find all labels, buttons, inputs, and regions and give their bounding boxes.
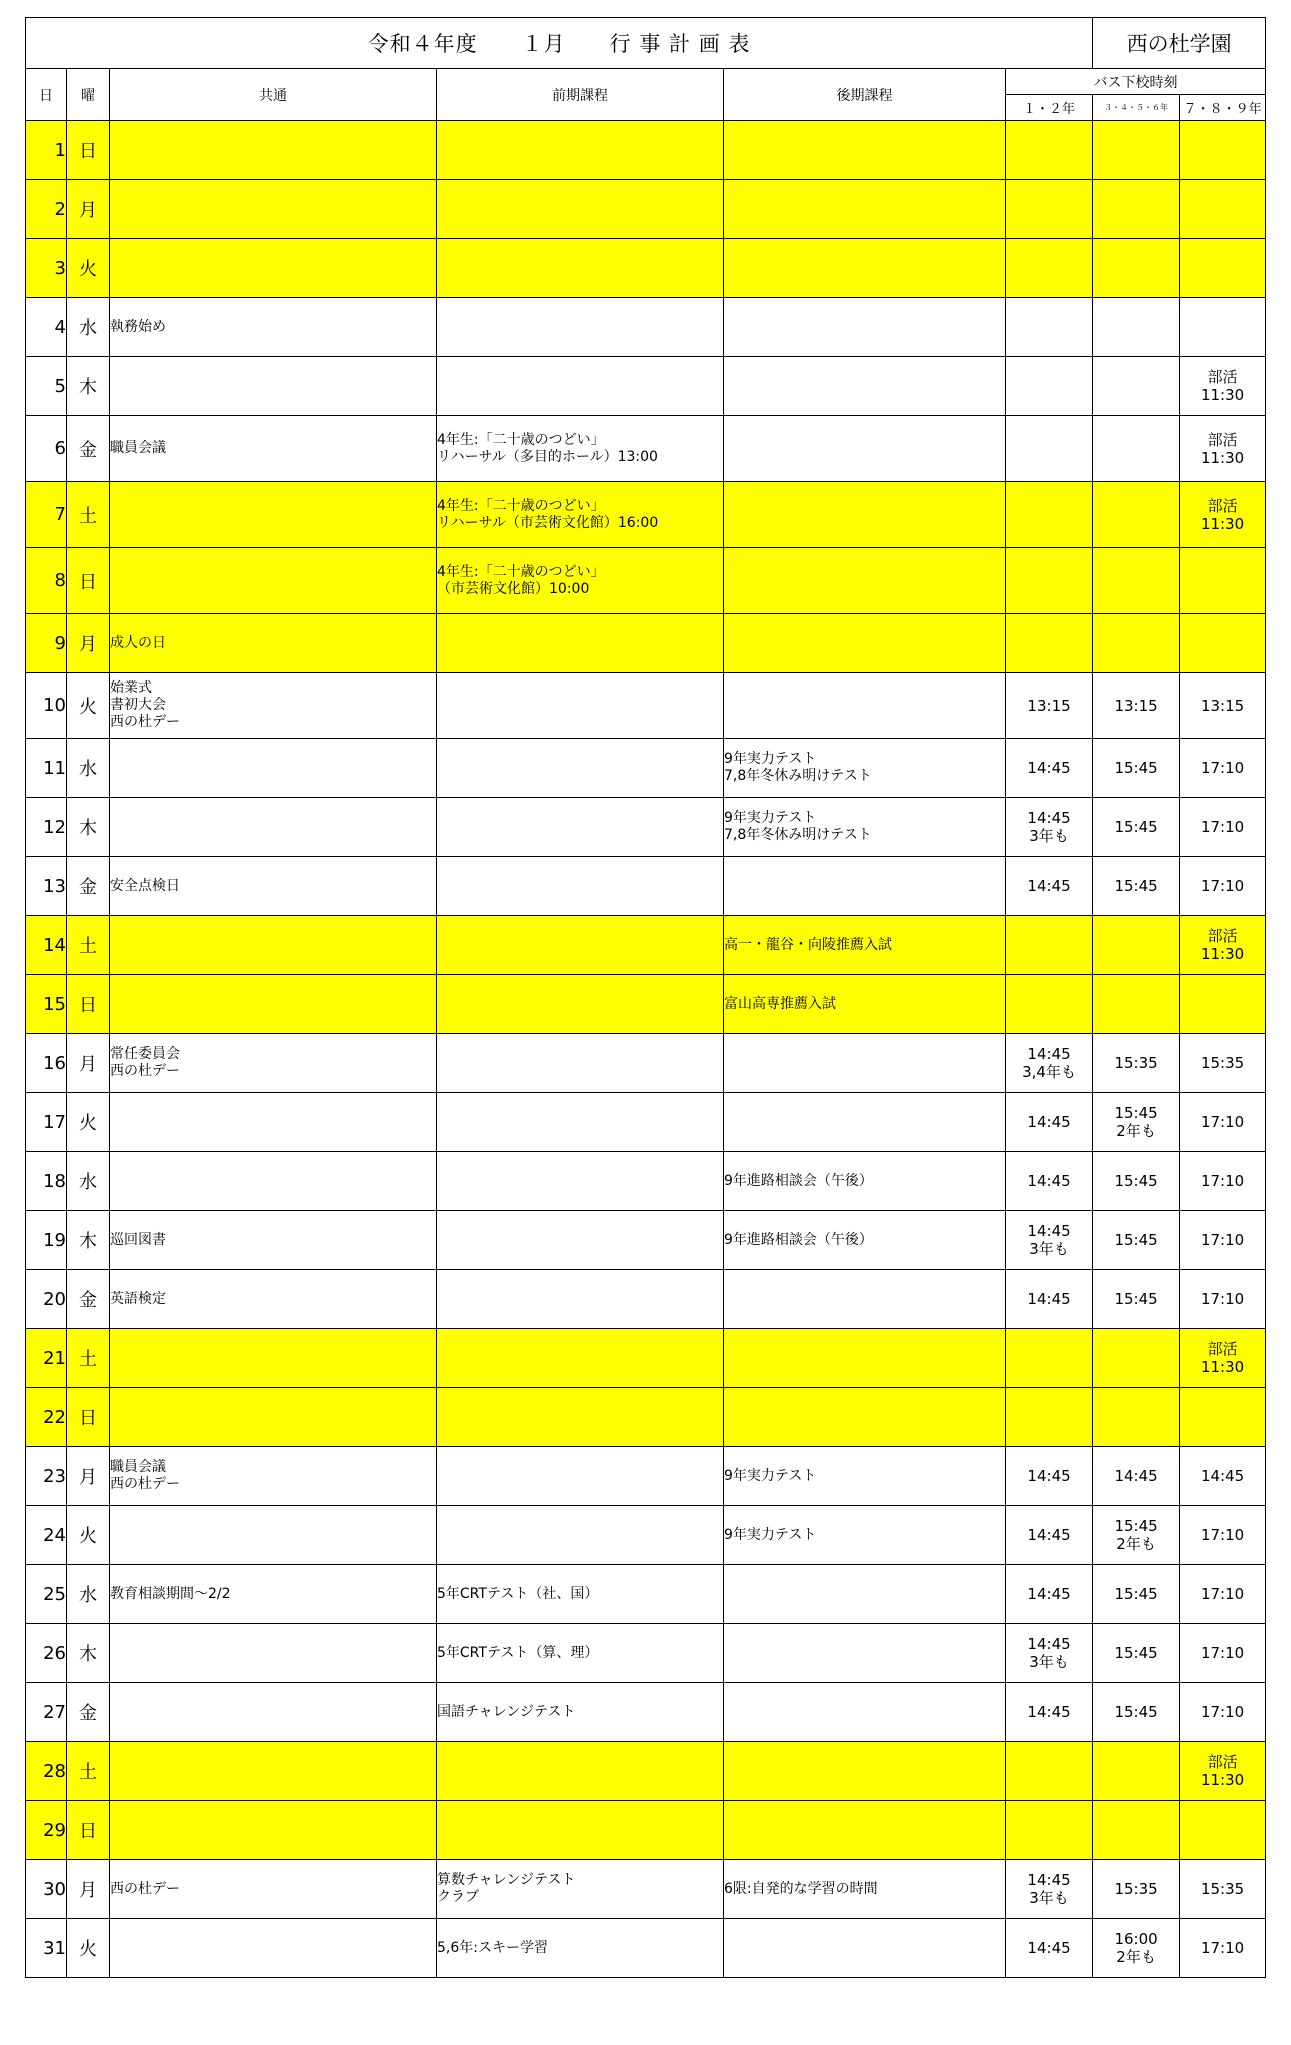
early-course-cell: 5,6年:スキー学習 (437, 1919, 724, 1978)
early-course-cell (437, 916, 724, 975)
common-event-cell (110, 1329, 437, 1388)
header-bus-g789: ７・８・９年 (1180, 95, 1266, 121)
late-course-cell: 9年実力テスト (724, 1506, 1006, 1565)
bus-time-g789: 部活 11:30 (1180, 1742, 1266, 1801)
early-course-cell (437, 1034, 724, 1093)
early-course-cell (437, 239, 724, 298)
weekday-cell: 土 (67, 482, 110, 548)
table-row (26, 1683, 1266, 1742)
late-course-cell (724, 1270, 1006, 1329)
bus-time-g3456: 15:45 2年も (1093, 1093, 1180, 1152)
weekday-cell: 木 (67, 357, 110, 416)
bus-time-g12: 14:45 3,4年も (1006, 1034, 1093, 1093)
late-course-cell (724, 1742, 1006, 1801)
bus-time-g3456: 15:35 (1093, 1860, 1180, 1919)
bus-time-g789 (1180, 975, 1266, 1034)
table-row (26, 298, 1266, 357)
day-number: 23 (26, 1447, 67, 1506)
common-event-cell (110, 1801, 437, 1860)
day-number: 1 (26, 121, 67, 180)
bus-time-g12: 14:45 (1006, 1565, 1093, 1624)
common-event-cell: 常任委員会 西の杜デー (110, 1034, 437, 1093)
bus-time-g12 (1006, 239, 1093, 298)
bus-time-g12: 14:45 (1006, 857, 1093, 916)
bus-time-g12: 14:45 (1006, 1506, 1093, 1565)
bus-time-g3456: 15:45 (1093, 1624, 1180, 1683)
bus-time-g3456: 15:45 (1093, 1270, 1180, 1329)
late-course-cell: 9年実力テスト 7,8年冬休み明けテスト (724, 798, 1006, 857)
early-course-cell (437, 1388, 724, 1447)
bus-time-g789: 17:10 (1180, 1683, 1266, 1742)
weekday-cell: 月 (67, 1034, 110, 1093)
schedule-sheet (25, 17, 1265, 1978)
day-number: 19 (26, 1211, 67, 1270)
early-course-cell (437, 121, 724, 180)
table-row (26, 1624, 1266, 1683)
bus-time-g789: 17:10 (1180, 1211, 1266, 1270)
late-course-cell: 9年進路相談会（午後） (724, 1152, 1006, 1211)
common-event-cell (110, 239, 437, 298)
bus-time-g789 (1180, 614, 1266, 673)
table-row (26, 357, 1266, 416)
weekday-cell: 土 (67, 1329, 110, 1388)
late-course-cell (724, 298, 1006, 357)
bus-time-g789: 部活 11:30 (1180, 916, 1266, 975)
bus-time-g3456: 14:45 (1093, 1447, 1180, 1506)
bus-time-g3456 (1093, 239, 1180, 298)
weekday-cell: 土 (67, 1742, 110, 1801)
early-course-cell (437, 1152, 724, 1211)
table-row (26, 121, 1266, 180)
weekday-cell: 火 (67, 673, 110, 739)
bus-time-g789: 15:35 (1180, 1860, 1266, 1919)
weekday-cell: 日 (67, 975, 110, 1034)
common-event-cell (110, 180, 437, 239)
day-number: 9 (26, 614, 67, 673)
bus-time-g12: 13:15 (1006, 673, 1093, 739)
bus-time-g789 (1180, 1801, 1266, 1860)
bus-time-g3456: 16:00 2年も (1093, 1919, 1180, 1978)
common-event-cell (110, 975, 437, 1034)
bus-time-g12 (1006, 975, 1093, 1034)
bus-time-g3456: 15:45 (1093, 857, 1180, 916)
weekday-cell: 水 (67, 1152, 110, 1211)
late-course-cell (724, 614, 1006, 673)
table-row (26, 739, 1266, 798)
bus-time-g12 (1006, 614, 1093, 673)
early-course-cell (437, 1093, 724, 1152)
bus-time-g789 (1180, 298, 1266, 357)
day-number: 20 (26, 1270, 67, 1329)
school-name: 西の杜学園 (1093, 18, 1266, 69)
day-number: 12 (26, 798, 67, 857)
bus-time-g12: 14:45 3年も (1006, 1860, 1093, 1919)
bus-time-g3456: 15:45 (1093, 1152, 1180, 1211)
bus-time-g3456 (1093, 416, 1180, 482)
common-event-cell (110, 1152, 437, 1211)
weekday-cell: 月 (67, 1447, 110, 1506)
common-event-cell: 西の杜デー (110, 1860, 437, 1919)
late-course-cell (724, 1683, 1006, 1742)
early-course-cell (437, 975, 724, 1034)
table-row (26, 1329, 1266, 1388)
bus-time-g12 (1006, 548, 1093, 614)
bus-time-g12: 14:45 (1006, 1270, 1093, 1329)
early-course-cell (437, 1211, 724, 1270)
common-event-cell (110, 798, 437, 857)
common-event-cell (110, 1742, 437, 1801)
table-row (26, 673, 1266, 739)
bus-time-g3456 (1093, 916, 1180, 975)
common-event-cell (110, 121, 437, 180)
table-row (26, 614, 1266, 673)
bus-time-g3456 (1093, 614, 1180, 673)
common-event-cell: 巡回図書 (110, 1211, 437, 1270)
day-number: 15 (26, 975, 67, 1034)
bus-time-g3456: 15:45 (1093, 1565, 1180, 1624)
bus-time-g3456 (1093, 1388, 1180, 1447)
common-event-cell (110, 1919, 437, 1978)
early-course-cell (437, 614, 724, 673)
day-number: 2 (26, 180, 67, 239)
weekday-cell: 火 (67, 1919, 110, 1978)
late-course-cell: 富山高専推薦入試 (724, 975, 1006, 1034)
bus-time-g789: 17:10 (1180, 1506, 1266, 1565)
bus-time-g789 (1180, 548, 1266, 614)
bus-time-g789 (1180, 239, 1266, 298)
day-number: 25 (26, 1565, 67, 1624)
common-event-cell (110, 1388, 437, 1447)
late-course-cell (724, 180, 1006, 239)
table-row (26, 916, 1266, 975)
early-course-cell: 5年CRTテスト（社、国） (437, 1565, 724, 1624)
bus-time-g3456: 15:45 (1093, 1683, 1180, 1742)
bus-time-g12: 14:45 (1006, 1683, 1093, 1742)
weekday-cell: 水 (67, 1565, 110, 1624)
bus-time-g12 (1006, 916, 1093, 975)
day-number: 7 (26, 482, 67, 548)
early-course-cell (437, 1447, 724, 1506)
day-number: 31 (26, 1919, 67, 1978)
weekday-cell: 火 (67, 1506, 110, 1565)
weekday-cell: 金 (67, 1683, 110, 1742)
day-number: 13 (26, 857, 67, 916)
day-number: 28 (26, 1742, 67, 1801)
bus-time-g12 (1006, 1388, 1093, 1447)
bus-time-g12 (1006, 1801, 1093, 1860)
bus-time-g3456 (1093, 298, 1180, 357)
bus-time-g789 (1180, 1388, 1266, 1447)
table-row (26, 416, 1266, 482)
bus-time-g3456 (1093, 357, 1180, 416)
table-row (26, 1565, 1266, 1624)
header-day: 日 (26, 69, 67, 121)
bus-time-g3456: 15:45 (1093, 739, 1180, 798)
day-number: 10 (26, 673, 67, 739)
common-event-cell (110, 739, 437, 798)
header-bus: バス下校時刻 (1006, 69, 1266, 95)
early-course-cell (437, 857, 724, 916)
weekday-cell: 月 (67, 614, 110, 673)
bus-time-g12: 14:45 3年も (1006, 1211, 1093, 1270)
table-row (26, 1506, 1266, 1565)
schedule-table (25, 17, 1266, 1978)
weekday-cell: 金 (67, 416, 110, 482)
early-course-cell (437, 1329, 724, 1388)
late-course-cell (724, 1565, 1006, 1624)
bus-time-g789: 17:10 (1180, 1565, 1266, 1624)
bus-time-g12: 14:45 3年も (1006, 1624, 1093, 1683)
early-course-cell: 5年CRTテスト（算、理） (437, 1624, 724, 1683)
bus-time-g3456 (1093, 1329, 1180, 1388)
late-course-cell (724, 548, 1006, 614)
early-course-cell (437, 298, 724, 357)
late-course-cell (724, 1329, 1006, 1388)
bus-time-g789: 17:10 (1180, 1093, 1266, 1152)
late-course-cell (724, 1919, 1006, 1978)
day-number: 29 (26, 1801, 67, 1860)
table-row (26, 482, 1266, 548)
day-number: 11 (26, 739, 67, 798)
late-course-cell: 9年実力テスト 7,8年冬休み明けテスト (724, 739, 1006, 798)
weekday-cell: 火 (67, 1093, 110, 1152)
day-number: 22 (26, 1388, 67, 1447)
early-course-cell: 算数チャレンジテスト クラブ (437, 1860, 724, 1919)
day-number: 8 (26, 548, 67, 614)
table-row (26, 975, 1266, 1034)
late-course-cell (724, 1801, 1006, 1860)
bus-time-g789: 部活 11:30 (1180, 357, 1266, 416)
header-early-course: 前期課程 (437, 69, 724, 121)
bus-time-g3456 (1093, 548, 1180, 614)
bus-time-g3456 (1093, 975, 1180, 1034)
table-row (26, 1388, 1266, 1447)
header-bus-g12: １・２年 (1006, 95, 1093, 121)
early-course-cell (437, 1270, 724, 1329)
bus-time-g789: 17:10 (1180, 798, 1266, 857)
weekday-cell: 月 (67, 180, 110, 239)
header-row (26, 69, 1266, 95)
bus-time-g3456 (1093, 482, 1180, 548)
early-course-cell (437, 798, 724, 857)
bus-time-g3456 (1093, 1801, 1180, 1860)
day-number: 17 (26, 1093, 67, 1152)
table-row (26, 857, 1266, 916)
bus-time-g789: 17:10 (1180, 1919, 1266, 1978)
bus-time-g3456 (1093, 1742, 1180, 1801)
early-course-cell (437, 673, 724, 739)
bus-time-g789: 部活 11:30 (1180, 482, 1266, 548)
weekday-cell: 水 (67, 298, 110, 357)
weekday-cell: 金 (67, 1270, 110, 1329)
table-row (26, 798, 1266, 857)
weekday-cell: 日 (67, 548, 110, 614)
bus-time-g789: 14:45 (1180, 1447, 1266, 1506)
common-event-cell: 安全点検日 (110, 857, 437, 916)
bus-time-g3456: 15:45 (1093, 798, 1180, 857)
late-course-cell (724, 673, 1006, 739)
bus-time-g789: 17:10 (1180, 1624, 1266, 1683)
common-event-cell (110, 1506, 437, 1565)
day-number: 18 (26, 1152, 67, 1211)
weekday-cell: 月 (67, 1860, 110, 1919)
table-row (26, 1034, 1266, 1093)
late-course-cell: 9年実力テスト (724, 1447, 1006, 1506)
early-course-cell (437, 1801, 724, 1860)
bus-time-g12 (1006, 416, 1093, 482)
table-row (26, 239, 1266, 298)
bus-time-g3456 (1093, 180, 1180, 239)
common-event-cell (110, 1683, 437, 1742)
table-row (26, 180, 1266, 239)
header-late-course: 後期課程 (724, 69, 1006, 121)
bus-time-g789: 13:15 (1180, 673, 1266, 739)
bus-time-g3456: 15:45 (1093, 1211, 1180, 1270)
day-number: 16 (26, 1034, 67, 1093)
bus-time-g12 (1006, 180, 1093, 239)
common-event-cell (110, 1093, 437, 1152)
table-row (26, 1211, 1266, 1270)
bus-time-g12: 14:45 (1006, 1447, 1093, 1506)
bus-time-g12 (1006, 357, 1093, 416)
bus-time-g789: 17:10 (1180, 857, 1266, 916)
table-row (26, 1093, 1266, 1152)
common-event-cell (110, 916, 437, 975)
day-number: 6 (26, 416, 67, 482)
common-event-cell: 英語検定 (110, 1270, 437, 1329)
table-row (26, 1270, 1266, 1329)
common-event-cell (110, 1624, 437, 1683)
weekday-cell: 金 (67, 857, 110, 916)
common-event-cell (110, 357, 437, 416)
bus-time-g12: 14:45 3年も (1006, 798, 1093, 857)
weekday-cell: 日 (67, 1801, 110, 1860)
weekday-cell: 木 (67, 1624, 110, 1683)
header-weekday: 曜 (67, 69, 110, 121)
bus-time-g789: 17:10 (1180, 1152, 1266, 1211)
weekday-cell: 木 (67, 798, 110, 857)
common-event-cell: 執務始め (110, 298, 437, 357)
bus-time-g3456: 15:45 2年も (1093, 1506, 1180, 1565)
common-event-cell: 教育相談期間～2/2 (110, 1565, 437, 1624)
weekday-cell: 木 (67, 1211, 110, 1270)
bus-time-g789: 15:35 (1180, 1034, 1266, 1093)
day-number: 3 (26, 239, 67, 298)
late-course-cell (724, 1624, 1006, 1683)
common-event-cell: 職員会議 西の杜デー (110, 1447, 437, 1506)
late-course-cell (724, 416, 1006, 482)
bus-time-g12: 14:45 (1006, 1093, 1093, 1152)
bus-time-g12: 14:45 (1006, 1152, 1093, 1211)
late-course-cell (724, 121, 1006, 180)
late-course-cell (724, 1093, 1006, 1152)
table-row (26, 1152, 1266, 1211)
bus-time-g12: 14:45 (1006, 1919, 1093, 1978)
day-number: 21 (26, 1329, 67, 1388)
late-course-cell (724, 1034, 1006, 1093)
bus-time-g12 (1006, 482, 1093, 548)
bus-time-g789 (1180, 180, 1266, 239)
bus-time-g12 (1006, 1742, 1093, 1801)
day-number: 27 (26, 1683, 67, 1742)
weekday-cell: 土 (67, 916, 110, 975)
weekday-cell: 日 (67, 1388, 110, 1447)
day-number: 4 (26, 298, 67, 357)
day-number: 26 (26, 1624, 67, 1683)
late-course-cell: 高一・龍谷・向陵推薦入試 (724, 916, 1006, 975)
bus-time-g12 (1006, 121, 1093, 180)
bus-time-g12: 14:45 (1006, 739, 1093, 798)
bus-time-g3456: 13:15 (1093, 673, 1180, 739)
early-course-cell: 4年生:「二十歳のつどい」 リハーサル（多目的ホール）13:00 (437, 416, 724, 482)
table-row (26, 1742, 1266, 1801)
header-bus-g3456: ３・４・５・６年 (1093, 95, 1180, 121)
weekday-cell: 火 (67, 239, 110, 298)
early-course-cell: 4年生:「二十歳のつどい」 リハーサル（市芸術文化館）16:00 (437, 482, 724, 548)
bus-time-g789: 部活 11:30 (1180, 416, 1266, 482)
bus-time-g3456 (1093, 121, 1180, 180)
late-course-cell (724, 857, 1006, 916)
weekday-cell: 日 (67, 121, 110, 180)
common-event-cell (110, 548, 437, 614)
page-title: 令和４年度 １月 行 事 計 画 表 (26, 18, 1093, 69)
early-course-cell (437, 1742, 724, 1801)
table-row (26, 1919, 1266, 1978)
day-number: 14 (26, 916, 67, 975)
late-course-cell: 9年進路相談会（午後） (724, 1211, 1006, 1270)
common-event-cell: 始業式 書初大会 西の杜デー (110, 673, 437, 739)
bus-time-g789: 17:10 (1180, 1270, 1266, 1329)
bus-time-g789: 部活 11:30 (1180, 1329, 1266, 1388)
early-course-cell (437, 739, 724, 798)
early-course-cell (437, 180, 724, 239)
table-row (26, 548, 1266, 614)
late-course-cell: 6限:自発的な学習の時間 (724, 1860, 1006, 1919)
bus-time-g12 (1006, 298, 1093, 357)
late-course-cell (724, 482, 1006, 548)
early-course-cell (437, 1506, 724, 1565)
common-event-cell: 職員会議 (110, 416, 437, 482)
bus-time-g12 (1006, 1329, 1093, 1388)
common-event-cell: 成人の日 (110, 614, 437, 673)
table-row (26, 1801, 1266, 1860)
common-event-cell (110, 482, 437, 548)
late-course-cell (724, 357, 1006, 416)
late-course-cell (724, 239, 1006, 298)
early-course-cell: 4年生:「二十歳のつどい」 （市芸術文化館）10:00 (437, 548, 724, 614)
day-number: 5 (26, 357, 67, 416)
day-number: 30 (26, 1860, 67, 1919)
table-row (26, 1860, 1266, 1919)
bus-time-g3456: 15:35 (1093, 1034, 1180, 1093)
early-course-cell: 国語チャレンジテスト (437, 1683, 724, 1742)
table-row (26, 1447, 1266, 1506)
late-course-cell (724, 1388, 1006, 1447)
header-common: 共通 (110, 69, 437, 121)
title-row (26, 18, 1266, 69)
weekday-cell: 水 (67, 739, 110, 798)
day-number: 24 (26, 1506, 67, 1565)
bus-time-g789: 17:10 (1180, 739, 1266, 798)
early-course-cell (437, 357, 724, 416)
bus-time-g789 (1180, 121, 1266, 180)
